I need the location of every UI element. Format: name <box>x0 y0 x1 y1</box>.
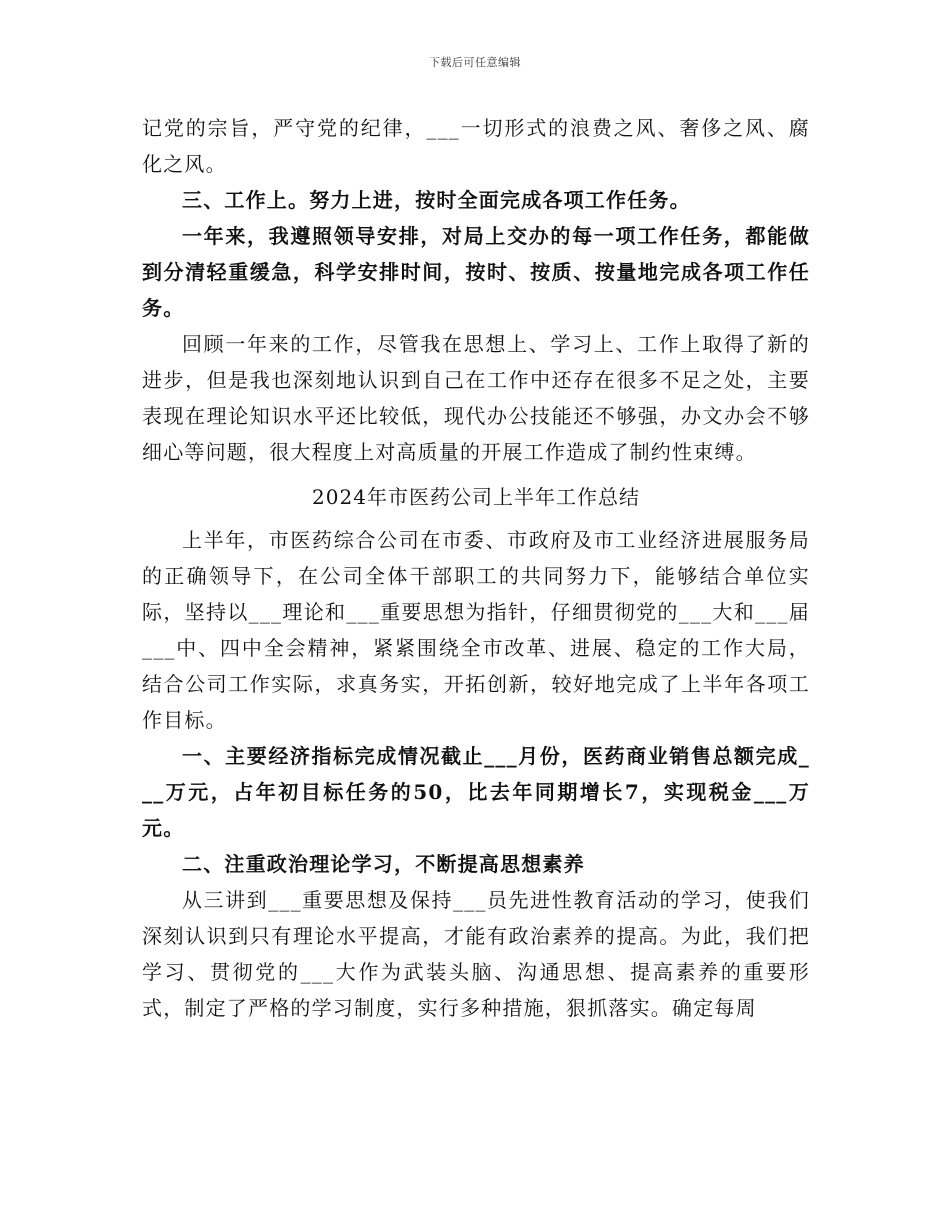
paragraph-work-tasks: 一年来，我遵照领导安排，对局上交办的每一项工作任务，都能做到分清轻重缓急，科学安排时间，按时、按质、按量地完成各项工作任务。 <box>142 224 810 320</box>
paragraph-politics-study: 从三讲到___重要思想及保持___员先进性教育活动的学习，使我们深刻认识到只有理论水平提高，才能有政治素养的提高。为此，我们把学习、贯彻党的___大作为武装头脑、沟通思想、提高素养的重要形式，制定了严格的学习制度，实行多种措施，狠抓落实。确定每周 <box>142 888 810 1020</box>
document-title: 2024年市医药公司上半年工作总结 <box>312 485 640 509</box>
page-header-note: 下载后可任意编辑 <box>429 56 521 69</box>
document-body <box>142 110 810 1026</box>
paragraph-intro: 上半年，市医药综合公司在市委、市政府及市工业经济进展服务局的正确领导下，在公司全体干部职工的共同努力下，能够结合单位实际，坚持以___理论和___重要思想为指针，仔细贯彻党的___大和___届___中、四中全会精神，紧紧围绕全市改革、进展、稳定的工作大局，结合公司工作实际，求真务实，开拓创新，较好地完成了上半年各项工作目标。 <box>142 528 810 732</box>
heading-politics-section: 二、注重政治理论学习，不断提高思想素养 <box>182 852 585 876</box>
paragraph-discipline: 记党的宗旨，严守党的纪律，___一切形式的浪费之风、奢侈之风、腐化之风。 <box>142 116 810 176</box>
paragraph-year-review: 回顾一年来的工作，尽管我在思想上、学习上、工作上取得了新的进步，但是我也深刻地认识到自己在工作中还存在很多不足之处，主要表现在理论知识水平还比较低，现代办公技能还不够强，办文办会不够细心等问题，很大程度上对高质量的开展工作造成了制约性束缚。 <box>142 332 810 464</box>
paragraph-economic-indicators: 一、主要经济指标完成情况截止___月份，医药商业销售总额完成___万元，占年初目标任务的50，比去年同期增长7，实现税金___万元。 <box>142 744 810 840</box>
heading-work-section: 三、工作上。努力上进，按时全面完成各项工作任务。 <box>182 188 691 212</box>
